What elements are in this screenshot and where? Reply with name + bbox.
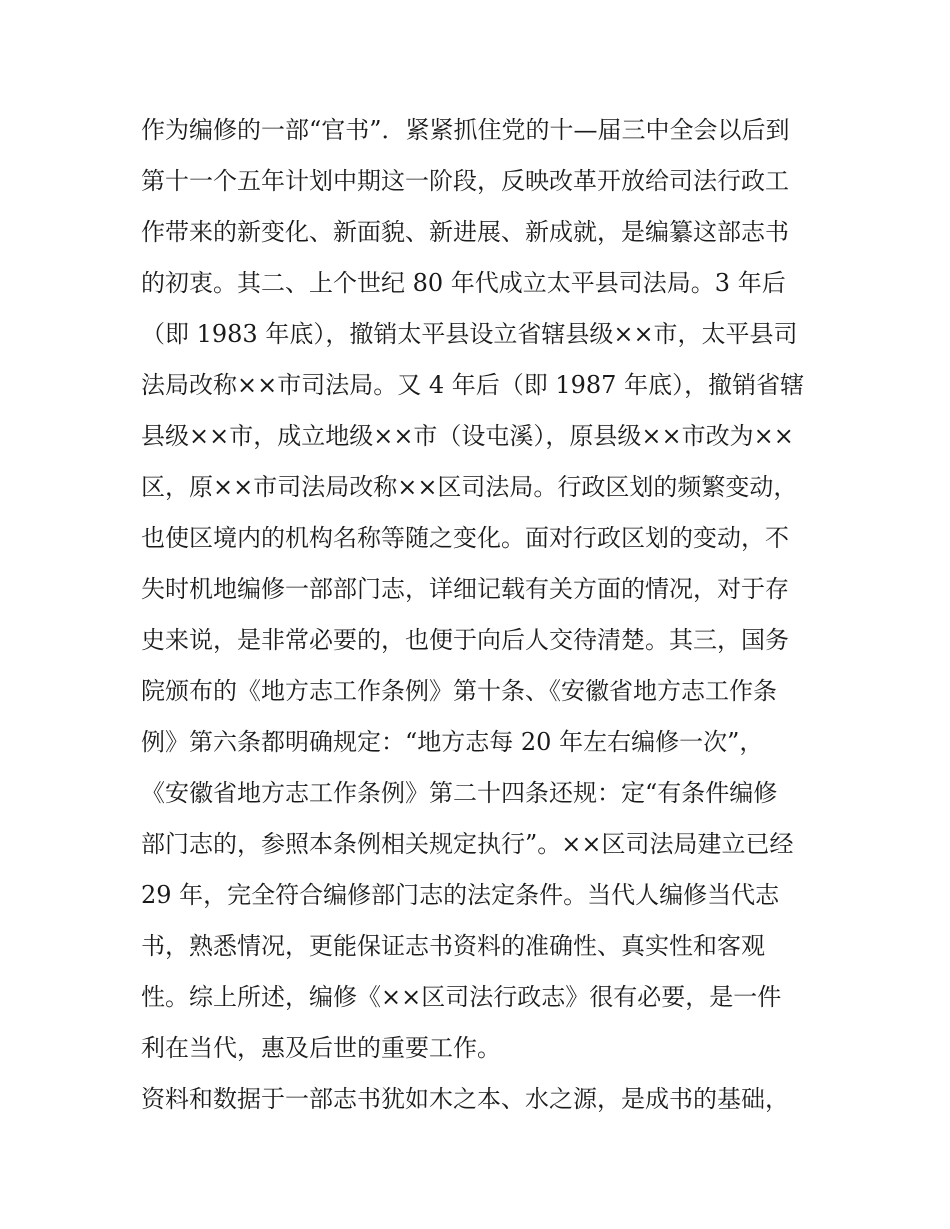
text-line: 失时机地编修一部部门志，详细记载有关方面的情况，对于存 [141,575,789,603]
text-line: 29 年，完全符合编修部门志的法定条件。当代人编修当代志 [141,881,780,909]
text-line: 的初衷。其二、上个世纪 80 年代成立太平县司法局。3 年后 [141,269,786,297]
text-line: 书，熟悉情况，更能保证志书资料的准确性、真实性和客观 [141,932,765,960]
text-line: 县级××市，成立地级××市（设屯溪），原县级××市改为×× [141,422,794,450]
text-line: 利在当代，惠及后世的重要工作。 [141,1034,501,1062]
text-line: 资料和数据于一部志书犹如木之本、水之源，是成书的基础， [141,1085,789,1113]
text-line: （即 1983 年底），撤销太平县设立省辖县级××市，太平县司 [141,320,798,348]
text-line: 《安徽省地方志工作条例》第二十四条还规：定“有条件编修 [141,779,778,807]
text-line: 部门志的，参照本条例相关规定执行”。××区司法局建立已经 [141,830,794,858]
text-line: 史来说，是非常必要的，也便于向后人交待清楚。其三，国务 [141,626,789,654]
text-line: 作为编修的一部“官书”．紧紧抓住党的十—届三中全会以后到 [141,116,790,144]
text-line: 例》第六条都明确规定：“地方志每 20 年左右编修一次”， [141,728,764,756]
text-line: 也使区境内的机构名称等随之变化。面对行政区划的变动，不 [141,524,789,552]
text-line: 性。综上所述，编修《××区司法行政志》很有必要，是一件 [141,983,782,1011]
text-line: 第十一个五年计划中期这一阶段，反映改革开放给司法行政工 [141,167,789,195]
text-line: 法局改称××市司法局。又 4 年后（即 1987 年底），撤销省辖 [141,371,805,399]
body-text [141,105,821,1125]
text-line: 院颁布的《地方志工作条例》第十条、《安徽省地方志工作条 [141,677,777,705]
text-line: 作带来的新变化、新面貌、新进展、新成就，是编纂这部志书 [141,218,789,246]
text-line: 区，原××市司法局改称××区司法局。行政区划的频繁变动， [141,473,798,501]
